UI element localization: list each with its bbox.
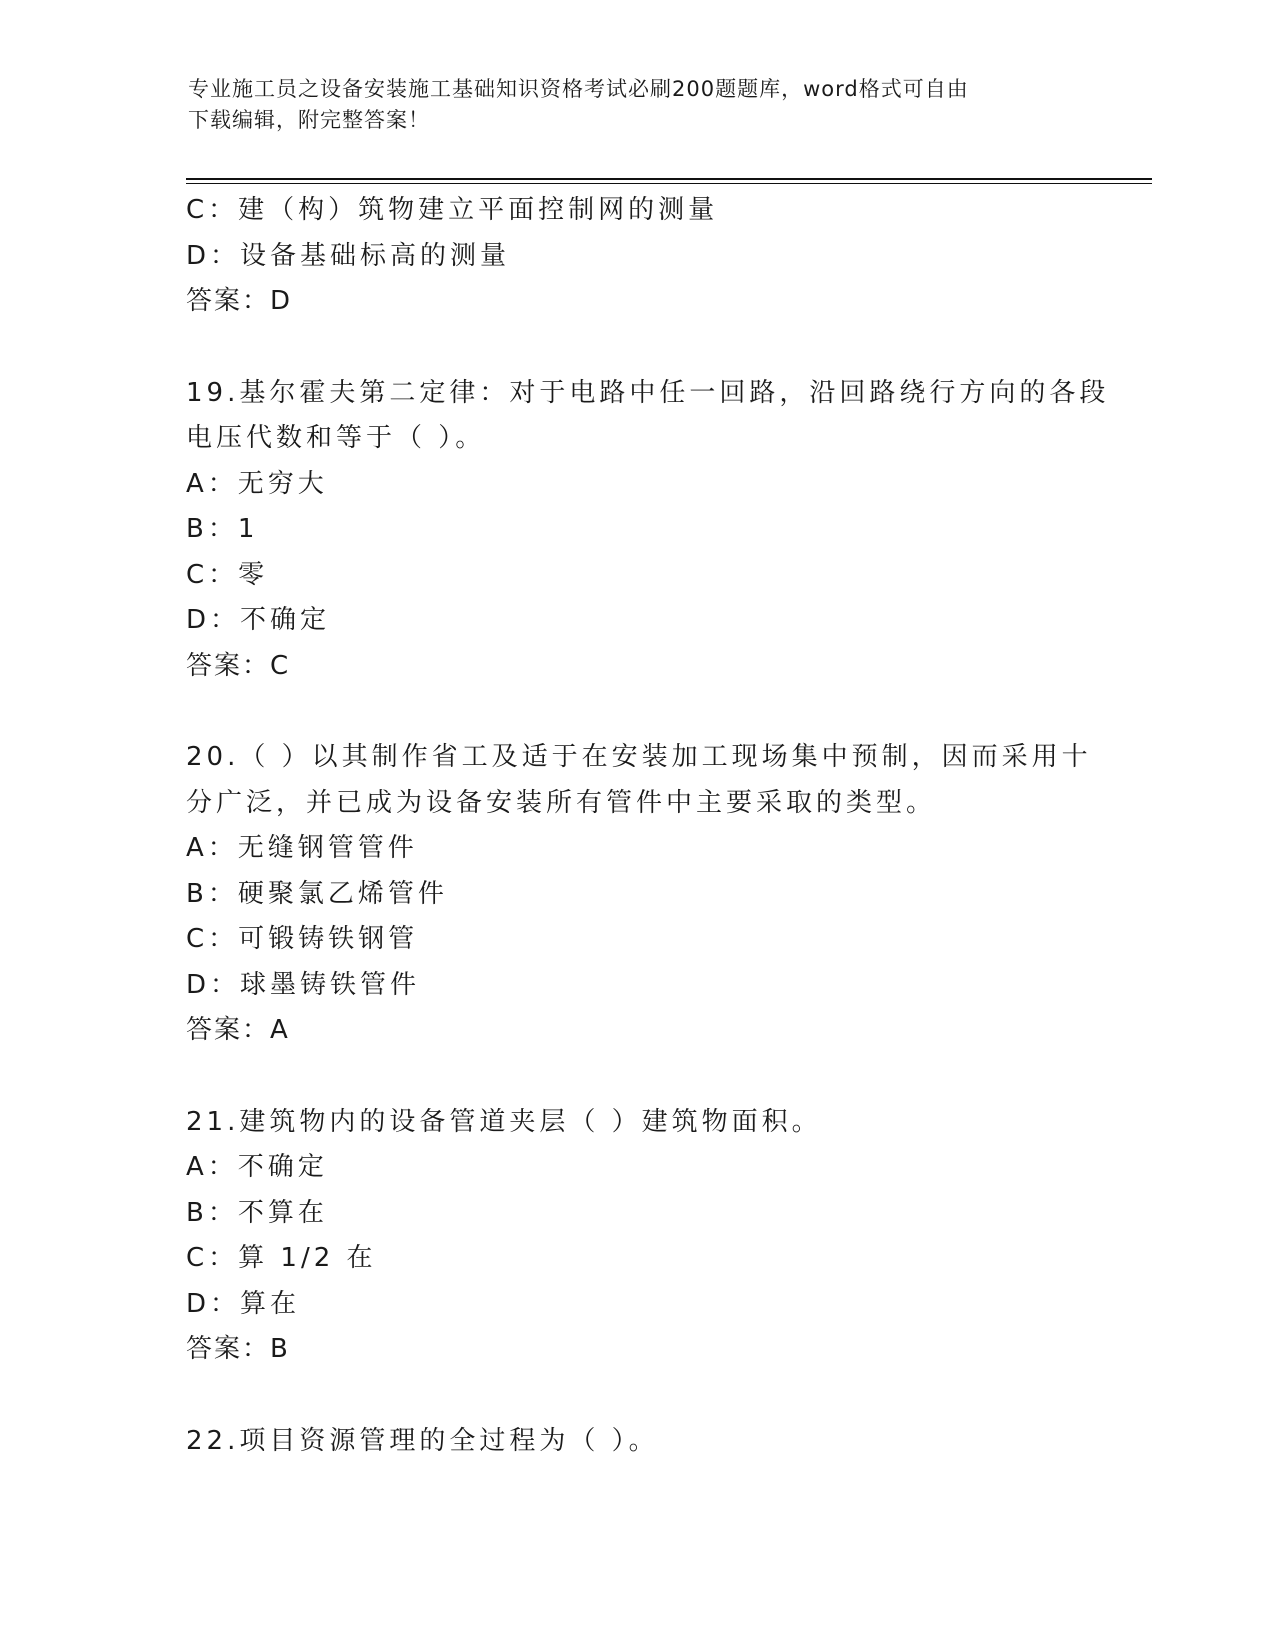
question-stem: 22.项目资源管理的全过程为（ ）。 (186, 1425, 659, 1456)
question-22 (186, 1419, 1146, 1465)
question-stem: 分广泛，并已成为设备安装所有管件中主要采取的类型。 (186, 787, 937, 818)
question-stem: 电压代数和等于（ ）。 (186, 423, 486, 453)
question-gap (186, 689, 1146, 735)
option-c: C：零 (186, 559, 269, 590)
question-stem: 20.（ ）以其制作省工及适于在安装加工现场集中预制，因而采用十 (186, 742, 1092, 772)
option-c: C：可锻铸铁钢管 (186, 924, 419, 954)
answer: 答案：C (186, 650, 291, 681)
option-d: D：算在 (186, 1288, 301, 1319)
option-b: B：1 (186, 514, 259, 544)
document-header (188, 74, 1068, 136)
answer: 答案：B (186, 1334, 290, 1364)
answer: 答案：A (186, 1015, 290, 1045)
option-c: C：建（构）筑物建立平面控制网的测量 (186, 195, 719, 225)
option-d: D：球墨铸铁管件 (186, 969, 421, 1000)
option-a: A：无缝钢管管件 (186, 833, 418, 863)
option-a: A：无穷大 (186, 468, 328, 499)
question-stem: 21.建筑物内的设备管道夹层（ ）建筑物面积。 (186, 1106, 822, 1137)
question-stem: 19.基尔霍夫第二定律：对于电路中任一回路，沿回路绕行方向的各段 (186, 377, 1110, 408)
question-20 (186, 735, 1146, 1054)
question-21 (186, 1100, 1146, 1373)
header-line-2: 下载编辑，附完整答案！ (188, 108, 430, 132)
option-c: C：算 1/2 在 (186, 1243, 377, 1273)
question-gap (186, 1054, 1146, 1100)
option-b: B：不算在 (186, 1197, 328, 1228)
header-rule-thin (186, 183, 1152, 184)
option-b: B：硬聚氯乙烯管件 (186, 878, 448, 909)
question-18-tail (186, 188, 1146, 325)
header-line-1: 专业施工员之设备安装施工基础知识资格考试必刷200题题库，word格式可自由 (188, 77, 969, 101)
question-gap (186, 1373, 1146, 1419)
header-rule-thick (186, 178, 1152, 180)
option-d: D：不确定 (186, 605, 331, 635)
answer: 答案：D (186, 286, 293, 316)
option-d: D：设备基础标高的测量 (186, 240, 511, 271)
document-body (186, 188, 1146, 1464)
question-19 (186, 371, 1146, 690)
question-gap (186, 325, 1146, 371)
option-a: A：不确定 (186, 1152, 328, 1182)
